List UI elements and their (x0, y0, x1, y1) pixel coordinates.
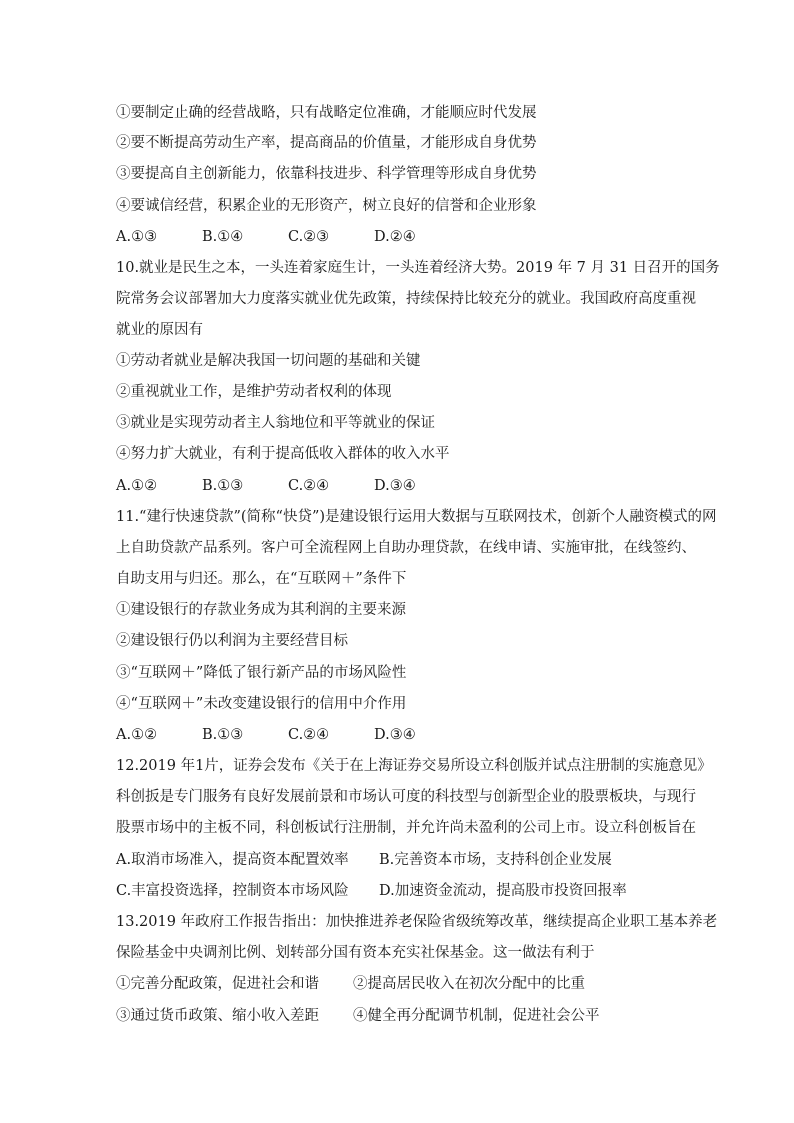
q11-item-2: ②建设银行仍以利润为主要经营目标 (116, 633, 348, 649)
q11-choices (116, 725, 460, 745)
q11-choice-a: A.①② (116, 727, 158, 743)
q11-stem-3: 自助支用与归还。那么，在“互联网＋”条件下 (116, 571, 407, 587)
q12-choice-a: A.取消市场准入，提高资本配置效率 (116, 852, 349, 868)
q10-item-1: ①劳动者就业是解决我国一切问题的基础和关键 (116, 353, 421, 369)
q10-stem-2: 院常务会议部署加大力度落实就业优先政策，持续保持比较充分的就业。我国政府高度重视 (116, 291, 696, 307)
q10-stem-1: 10.就业是民生之本，一头连着家庭生计，一头连着经济大势。2019 年 7 月 31 日召开的国务 (116, 260, 720, 276)
q10-choice-c: C.②④ (288, 478, 330, 494)
q12-choices-row-2 (116, 881, 627, 901)
q13-items-row-2 (116, 1006, 600, 1026)
q9-choice-b: B.①④ (202, 229, 244, 245)
q13-stem-2: 保险基金中央调剂比例、划转部分国有资本充实社保基金。这一做法有利于 (116, 945, 595, 961)
q10-choices (116, 476, 460, 496)
q12-choice-c: C.丰富投资选择，控制资本市场风险 (116, 883, 349, 899)
q12-stem-3: 股票市场中的主板不同，科创板试行注册制，并允许尚未盈利的公司上市。设立科创板旨在 (116, 820, 696, 836)
q13-items-row-1 (116, 974, 585, 994)
q13-stem-1: 13.2019 年政府工作报告指出：加快推进养老保险省级统筹改革，继续提高企业职工基本养老 (116, 914, 718, 930)
q9-choices (116, 227, 460, 247)
q10-stem-3: 就业的原因有 (116, 322, 203, 338)
q11-item-4: ④“互联网＋”未改变建设银行的信用中介作用 (116, 696, 407, 712)
q12-choice-d: D.加速资金流动，提高股市投资回报率 (379, 883, 627, 899)
q9-item-3: ③要提高自主创新能力，依靠科技进步、科学管理等形成自身优势 (116, 166, 537, 182)
q13-item-3: ③通过货币政策、缩小收入差距 (116, 1008, 319, 1024)
q13-item-1: ①完善分配政策，促进社会和谐 (116, 976, 319, 992)
q11-choice-c: C.②④ (288, 727, 330, 743)
q12-stem-2: 科创扳是专门服务有良好发展前景和市场认可度的科技型与创新型企业的股票板块，与现行 (116, 789, 696, 805)
q9-choice-d: D.②④ (374, 229, 416, 245)
q9-choice-c: C.②③ (288, 229, 330, 245)
q11-item-1: ①建设银行的存款业务成为其利润的主要来源 (116, 602, 406, 618)
q10-choice-b: B.①③ (202, 478, 244, 494)
q10-choice-d: D.③④ (374, 478, 416, 494)
q10-item-2: ②重视就业工作，是维护劳动者权利的体现 (116, 384, 392, 400)
q9-item-4: ④要诚信经营，积累企业的无形资产，树立良好的信誉和企业形象 (116, 198, 537, 214)
q13-item-4: ④健全再分配调节机制，促进社会公平 (353, 1008, 600, 1024)
q11-choice-d: D.③④ (374, 727, 416, 743)
q12-choice-b: B.完善资本市场，支持科创企业发展 (379, 852, 612, 868)
q13-item-2: ②提高居民收入在初次分配中的比重 (353, 976, 585, 992)
q10-choice-a: A.①② (116, 478, 158, 494)
q11-item-3: ③“互联网＋”降低了银行新产品的市场风险性 (116, 665, 407, 681)
q12-choices-row-1 (116, 850, 612, 870)
q9-choice-a: A.①③ (116, 229, 158, 245)
q10-item-3: ③就业是实现劳动者主人翁地位和平等就业的保证 (116, 415, 435, 431)
q11-stem-2: 上自助贷款产品系列。客户可全流程网上自助办理贷款，在线申请、实施审批，在线签约、 (116, 540, 696, 556)
q12-stem-1: 12.2019 年1片，证券会发布《关于在上海证券交易所设立科创版并试点注册制的实施意见》 (116, 758, 712, 774)
q11-choice-b: B.①③ (202, 727, 244, 743)
q9-item-2: ②要不断提高劳动生产率，提高商品的价值量，才能形成自身优势 (116, 135, 537, 151)
q10-item-4: ④努力扩大就业，有利于提高低收入群体的收入水平 (116, 446, 450, 462)
q11-stem-1: 11.“建行快速贷款”(简称“快贷”)是建设银行运用大数据与互联网技术，创新个人融资模式的网 (116, 509, 717, 525)
q9-item-1: ①要制定止确的经营战略，只有战略定位准确，才能顺应时代发展 (116, 105, 537, 121)
